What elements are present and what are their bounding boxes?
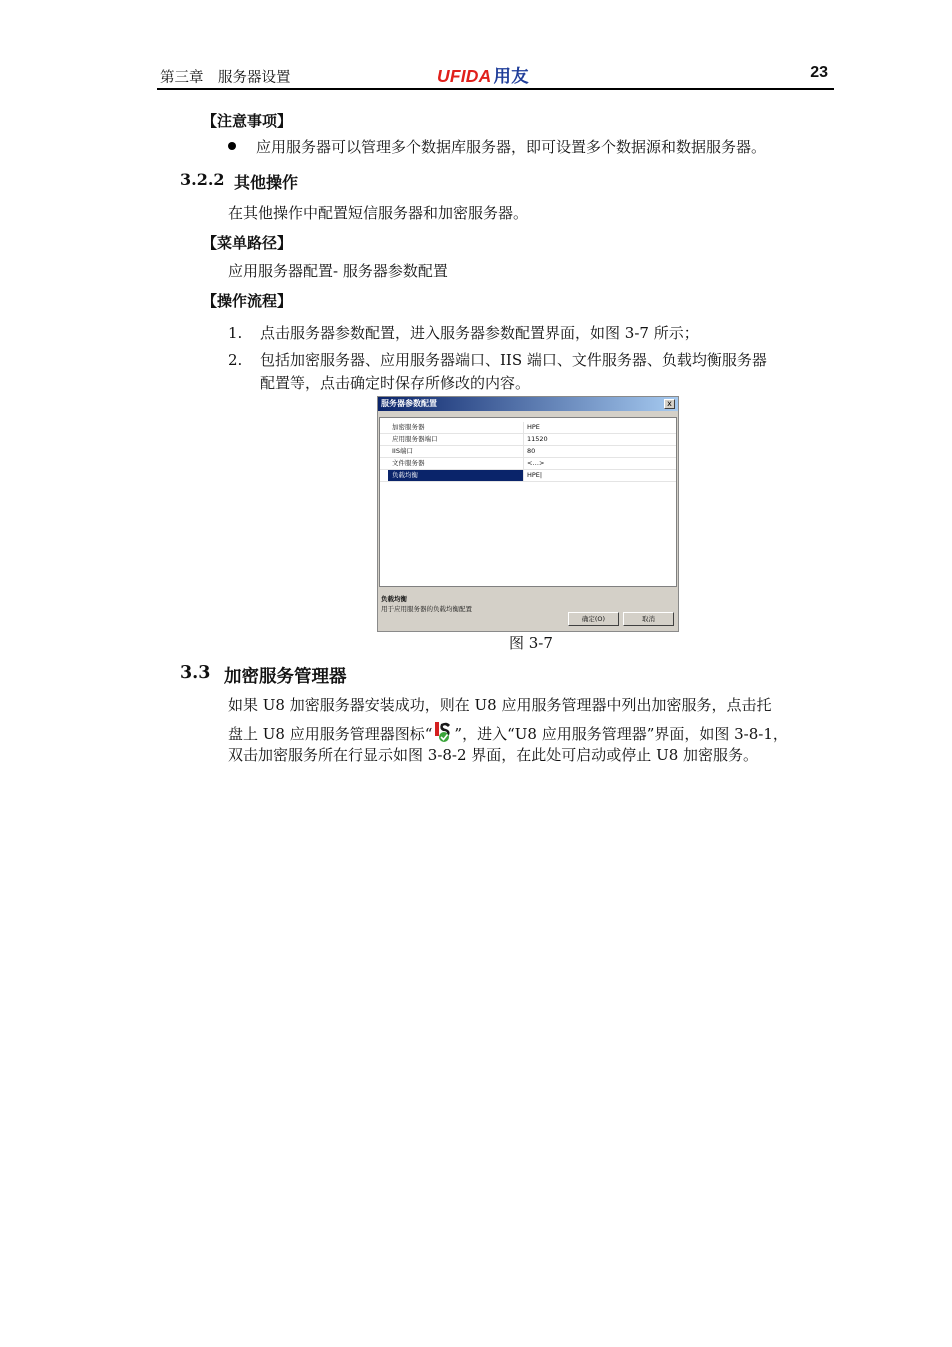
logo-brand: UFIDA <box>437 66 492 86</box>
section-33-number: 3.3 <box>180 663 211 683</box>
section-33-title: 加密服务管理器 <box>224 667 347 687</box>
flow-heading: 【操作流程】 <box>202 292 293 310</box>
chapter-header: 第三章 服务器设置 <box>160 70 291 86</box>
param-key: 文件服务器 <box>392 459 425 467</box>
param-row[interactable] <box>380 422 676 434</box>
close-icon[interactable]: x <box>664 399 675 409</box>
ufida-logo <box>437 63 529 88</box>
figure-caption: 图 3-7 <box>509 634 553 652</box>
param-value[interactable]: 80 <box>527 447 536 455</box>
page-number: 23 <box>810 64 828 81</box>
server-params-dialog <box>377 396 679 632</box>
param-value[interactable]: HPE <box>527 423 540 431</box>
step-2-number: 2. <box>228 351 243 369</box>
section-33-line2: 盘上 U8 应用服务管理器图标“ ”，进入“U8 应用服务管理器”界面，如图 3-8-1， <box>228 721 788 745</box>
menu-path: 应用服务器配置- 服务器参数配置 <box>228 262 448 280</box>
section-322-number: 3.2.2 <box>180 170 225 189</box>
param-row[interactable] <box>380 434 676 446</box>
ok-button[interactable]: 确定(O) <box>568 612 619 626</box>
bullet-icon <box>228 142 236 150</box>
app-manager-icon <box>433 721 453 743</box>
description-title: 负载均衡 <box>381 595 407 603</box>
section-322-intro: 在其他操作中配置短信服务器和加密服务器。 <box>228 204 529 222</box>
param-key: 应用服务器端口 <box>392 435 438 443</box>
param-key: 负载均衡 <box>392 471 418 479</box>
section-33-line3: 双击加密服务所在行显示如图 3-8-2 界面，在此处可启动或停止 U8 加密服务。 <box>228 746 759 764</box>
param-value-input[interactable]: HPE| <box>527 471 543 479</box>
param-row[interactable] <box>380 446 676 458</box>
notes-heading: 【注意事项】 <box>202 112 293 130</box>
param-grid <box>379 417 677 587</box>
step-1-number: 1. <box>228 324 243 342</box>
dialog-title: 服务器参数配置 <box>378 397 678 411</box>
param-key: 加密服务器 <box>392 423 425 431</box>
section-33-line1: 如果 U8 加密服务器安装成功，则在 U8 应用服务管理器中列出加密服务，点击托 <box>228 696 772 714</box>
logo-cn: 用友 <box>493 66 529 86</box>
param-row-selected[interactable] <box>380 470 676 482</box>
step-1-text: 点击服务器参数配置，进入服务器参数配置界面，如图 3-7 所示； <box>260 324 699 342</box>
step-2-text-line1: 包括加密服务器、应用服务器端口、IIS 端口、文件服务器、负载均衡服务器 <box>260 351 767 369</box>
notes-bullet: 应用服务器可以管理多个数据库服务器，即可设置多个数据源和数据服务器。 <box>256 138 767 156</box>
param-row[interactable] <box>380 458 676 470</box>
header-rule <box>157 88 834 90</box>
param-value[interactable]: 11520 <box>527 435 548 443</box>
cancel-button[interactable]: 取消 <box>623 612 674 626</box>
param-key: IIS端口 <box>392 447 413 455</box>
section-322-title: 其他操作 <box>234 173 299 192</box>
menu-path-heading: 【菜单路径】 <box>202 234 293 252</box>
description-text: 用于应用服务器的负载均衡配置 <box>381 605 472 613</box>
param-value[interactable]: <…> <box>527 459 545 467</box>
step-2-text-line2: 配置等，点击确定时保存所修改的内容。 <box>260 374 531 392</box>
